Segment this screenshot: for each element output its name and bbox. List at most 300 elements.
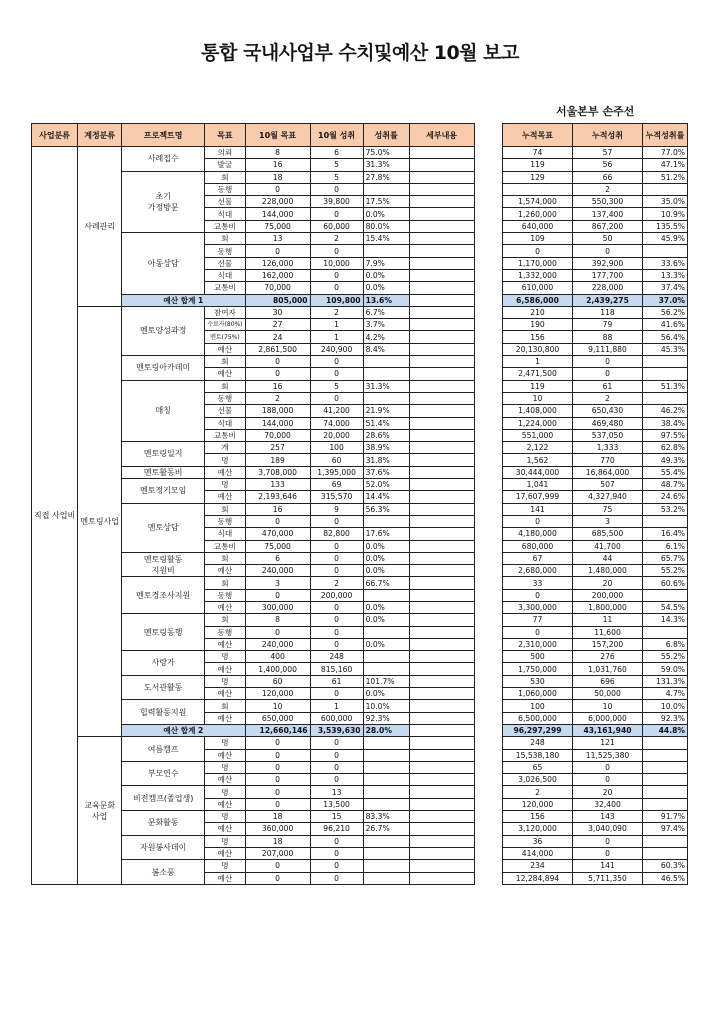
cell-rate: 6.7% bbox=[363, 306, 409, 318]
cell-cumulative-achieved: 79 bbox=[573, 319, 643, 331]
cell-cumulative-rate bbox=[643, 774, 688, 786]
cell-achieved: 1,395,000 bbox=[310, 466, 363, 478]
cell-cumulative-rate: 35.0% bbox=[643, 196, 688, 208]
cell-details bbox=[409, 663, 474, 675]
cell-cumulative-target: 12,284,894 bbox=[503, 872, 573, 884]
cell-details bbox=[409, 798, 474, 810]
cell-rate: 17.5% bbox=[363, 196, 409, 208]
cell-cumulative-achieved: 469,480 bbox=[573, 417, 643, 429]
cell-cumulative-rate: 13.3% bbox=[643, 269, 688, 281]
cell-achieved: 0 bbox=[310, 183, 363, 195]
header-business-category: 사업분류 bbox=[32, 124, 78, 147]
cell-rate bbox=[363, 798, 409, 810]
cumulative-row bbox=[503, 811, 688, 823]
cell-details bbox=[409, 282, 474, 294]
cell-details bbox=[409, 294, 474, 306]
cell-cumulative-target: 0 bbox=[503, 245, 573, 257]
cell-rate bbox=[363, 651, 409, 663]
cell-achieved: 0 bbox=[310, 614, 363, 626]
cell-details bbox=[409, 319, 474, 331]
project-name bbox=[122, 835, 205, 860]
cell-achieved: 5 bbox=[310, 159, 363, 171]
cumulative-row bbox=[503, 257, 688, 269]
cell-rate: 66.7% bbox=[363, 577, 409, 589]
cell-cumulative-target: 109 bbox=[503, 233, 573, 245]
cell-metric: 회 bbox=[205, 577, 245, 589]
cell-rate: 101.7% bbox=[363, 675, 409, 687]
header-metric: 목표 bbox=[205, 124, 245, 147]
cell-details bbox=[409, 552, 474, 564]
project-name bbox=[122, 356, 205, 381]
cell-metric: 식대 bbox=[205, 208, 245, 220]
project-name bbox=[122, 479, 205, 504]
cell-achieved: 0 bbox=[310, 540, 363, 552]
cell-cumulative-achieved: 0 bbox=[573, 835, 643, 847]
cell-cumulative-target: 156 bbox=[503, 331, 573, 343]
category-label: 교육문화 사업 bbox=[78, 737, 122, 885]
cell-rate bbox=[363, 749, 409, 761]
cell-cumulative-target: 1,574,000 bbox=[503, 196, 573, 208]
cumulative-row bbox=[503, 823, 688, 835]
cell-cumulative-target: 1,332,000 bbox=[503, 269, 573, 281]
cell-metric: 교통비 bbox=[205, 220, 245, 232]
cell-cumulative-target: 67 bbox=[503, 552, 573, 564]
cell-metric: 예산 bbox=[205, 847, 245, 859]
cell-metric: 회 bbox=[205, 233, 245, 245]
cell-cumulative-target: 30,444,000 bbox=[503, 466, 573, 478]
cell-details bbox=[409, 786, 474, 798]
cell-cumulative-rate: 16.4% bbox=[643, 528, 688, 540]
report-author: 서울본부 손주선 bbox=[556, 105, 635, 118]
cell-cumulative-achieved: 118 bbox=[573, 306, 643, 318]
project-name-line: 매칭 bbox=[155, 406, 171, 416]
cell-metric: 예산 bbox=[205, 466, 245, 478]
cell-metric: 명 bbox=[205, 651, 245, 663]
cell-rate: 56.3% bbox=[363, 503, 409, 515]
cell-target: 8 bbox=[245, 614, 310, 626]
cell-details bbox=[409, 306, 474, 318]
cell-cumulative-target: 610,000 bbox=[503, 282, 573, 294]
cell-metric: 예산 bbox=[205, 774, 245, 786]
cell-target: 0 bbox=[245, 749, 310, 761]
cell-achieved: 248 bbox=[310, 651, 363, 663]
cell-cumulative-rate bbox=[643, 589, 688, 601]
cell-cumulative-rate: 4.7% bbox=[643, 688, 688, 700]
cell-metric: 동행 bbox=[205, 183, 245, 195]
cell-details bbox=[409, 749, 474, 761]
cell-cumulative-achieved: 392,900 bbox=[573, 257, 643, 269]
cell-cumulative-rate: 59.0% bbox=[643, 663, 688, 675]
cell-achieved: 20,000 bbox=[310, 429, 363, 441]
cell-achieved: 2 bbox=[310, 577, 363, 589]
cell-rate: 31.3% bbox=[363, 380, 409, 392]
cell-cumulative-achieved: 770 bbox=[573, 454, 643, 466]
cell-cumulative-achieved: 50,000 bbox=[573, 688, 643, 700]
project-name bbox=[122, 811, 205, 836]
cell-cumulative-rate: 51.2% bbox=[643, 171, 688, 183]
cell-rate: 0.0% bbox=[363, 601, 409, 613]
cell-cumulative-target: 17,607,999 bbox=[503, 491, 573, 503]
cell-target: 0 bbox=[245, 245, 310, 257]
project-name bbox=[122, 675, 205, 700]
cell-cumulative-target: 120,000 bbox=[503, 798, 573, 810]
cell-details bbox=[409, 847, 474, 859]
cell-details bbox=[409, 331, 474, 343]
project-name bbox=[122, 577, 205, 614]
cell-details bbox=[409, 159, 474, 171]
cumulative-row bbox=[503, 306, 688, 318]
cell-rate bbox=[363, 392, 409, 404]
cell-cumulative-rate: 131.3% bbox=[643, 675, 688, 687]
cell-rate: 31.3% bbox=[363, 159, 409, 171]
budget-sum-label: 예산 합계 2 bbox=[122, 724, 245, 736]
cell-details bbox=[409, 269, 474, 281]
cell-achieved: 0 bbox=[310, 552, 363, 564]
cell-details bbox=[409, 220, 474, 232]
cell-cumulative-rate bbox=[643, 392, 688, 404]
cell-rate: 0.0% bbox=[363, 208, 409, 220]
cell-achieved: 41,200 bbox=[310, 405, 363, 417]
cell-cumulative-rate: 14.3% bbox=[643, 614, 688, 626]
cumulative-row bbox=[503, 343, 688, 355]
cell-cumulative-rate: 97.4% bbox=[643, 823, 688, 835]
cumulative-row bbox=[503, 786, 688, 798]
header-account-category: 계정분류 bbox=[78, 124, 122, 147]
project-name-line: 멘토링아카데미 bbox=[136, 363, 191, 373]
cell-metric: 예산 bbox=[205, 663, 245, 675]
cell-target: 126,000 bbox=[245, 257, 310, 269]
cumulative-header-row bbox=[503, 124, 688, 147]
cell-achieved: 61 bbox=[310, 675, 363, 687]
cell-cumulative-achieved: 41,700 bbox=[573, 540, 643, 552]
section-label: 직접 사업비 bbox=[32, 147, 78, 885]
cell-cumulative-achieved: 177,700 bbox=[573, 269, 643, 281]
cell-cumulative-rate: 55.4% bbox=[643, 466, 688, 478]
cell-cumulative-rate bbox=[643, 737, 688, 749]
cell-metric: 식대 bbox=[205, 417, 245, 429]
cell-achieved: 109,800 bbox=[310, 294, 363, 306]
cell-rate bbox=[363, 245, 409, 257]
cell-metric: 동행 bbox=[205, 589, 245, 601]
cell-details bbox=[409, 528, 474, 540]
cell-rate: 8.4% bbox=[363, 343, 409, 355]
cell-cumulative-rate: 10.9% bbox=[643, 208, 688, 220]
cell-cumulative-target: 1,041 bbox=[503, 479, 573, 491]
cell-target: 18 bbox=[245, 835, 310, 847]
cell-metric: 명 bbox=[205, 737, 245, 749]
cell-target: 207,000 bbox=[245, 847, 310, 859]
cell-achieved: 96,210 bbox=[310, 823, 363, 835]
cell-cumulative-achieved: 61 bbox=[573, 380, 643, 392]
cell-cumulative-rate bbox=[643, 245, 688, 257]
cell-cumulative-achieved: 88 bbox=[573, 331, 643, 343]
cumulative-row bbox=[503, 208, 688, 220]
cumulative-row bbox=[503, 589, 688, 601]
cumulative-row bbox=[503, 835, 688, 847]
cell-cumulative-target: 3,026,500 bbox=[503, 774, 573, 786]
project-name bbox=[122, 700, 205, 725]
cell-metric: 동행 bbox=[205, 245, 245, 257]
cell-target: 0 bbox=[245, 761, 310, 773]
cell-cumulative-rate: 33.6% bbox=[643, 257, 688, 269]
cell-achieved: 0 bbox=[310, 601, 363, 613]
cumulative-row bbox=[503, 737, 688, 749]
cell-rate bbox=[363, 356, 409, 368]
cumulative-row bbox=[503, 417, 688, 429]
cumulative-row bbox=[503, 626, 688, 638]
cell-rate bbox=[363, 626, 409, 638]
cell-metric: 명 bbox=[205, 675, 245, 687]
project-name-line: 힙력활동지원 bbox=[140, 707, 187, 717]
cumulative-row bbox=[503, 282, 688, 294]
cell-target: 162,000 bbox=[245, 269, 310, 281]
cell-cumulative-achieved: 550,300 bbox=[573, 196, 643, 208]
project-name bbox=[122, 503, 205, 552]
project-name-line: 멘토양성과정 bbox=[140, 326, 187, 336]
cell-details bbox=[409, 183, 474, 195]
cell-metric: 교통비 bbox=[205, 282, 245, 294]
cell-cumulative-target: 530 bbox=[503, 675, 573, 687]
cell-achieved: 0 bbox=[310, 626, 363, 638]
cell-achieved: 15 bbox=[310, 811, 363, 823]
cell-rate: 27.8% bbox=[363, 171, 409, 183]
cell-cumulative-target: 6,500,000 bbox=[503, 712, 573, 724]
cell-metric: 예산 bbox=[205, 638, 245, 650]
cell-details bbox=[409, 626, 474, 638]
cell-details bbox=[409, 454, 474, 466]
cell-cumulative-target: 414,000 bbox=[503, 847, 573, 859]
cell-achieved: 39,800 bbox=[310, 196, 363, 208]
cell-achieved: 0 bbox=[310, 872, 363, 884]
cell-achieved: 60,000 bbox=[310, 220, 363, 232]
cell-cumulative-target: 3,120,000 bbox=[503, 823, 573, 835]
project-name-line: 도서관활동 bbox=[143, 683, 183, 693]
cell-target: 70,000 bbox=[245, 282, 310, 294]
table-row bbox=[32, 147, 475, 159]
cell-target: 16 bbox=[245, 380, 310, 392]
cell-rate: 0.0% bbox=[363, 614, 409, 626]
cell-rate bbox=[363, 737, 409, 749]
cell-rate bbox=[363, 872, 409, 884]
cell-target: 6 bbox=[245, 552, 310, 564]
cell-details bbox=[409, 356, 474, 368]
cell-details bbox=[409, 835, 474, 847]
cumulative-row bbox=[503, 700, 688, 712]
cell-details bbox=[409, 860, 474, 872]
cell-achieved: 13 bbox=[310, 786, 363, 798]
cell-details bbox=[409, 823, 474, 835]
cell-details bbox=[409, 614, 474, 626]
cell-achieved: 0 bbox=[310, 737, 363, 749]
cell-cumulative-rate: 56.2% bbox=[643, 306, 688, 318]
cell-metric: 예산 bbox=[205, 343, 245, 355]
cell-details bbox=[409, 429, 474, 441]
cell-details bbox=[409, 675, 474, 687]
cell-cumulative-target: 119 bbox=[503, 159, 573, 171]
cell-metric: 멘토(75%) bbox=[205, 331, 245, 343]
cell-rate bbox=[363, 761, 409, 773]
cell-target: 470,000 bbox=[245, 528, 310, 540]
cell-rate: 0.0% bbox=[363, 552, 409, 564]
cumulative-row bbox=[503, 233, 688, 245]
cumulative-row bbox=[503, 614, 688, 626]
cell-target: 0 bbox=[245, 786, 310, 798]
cell-target: 3,708,000 bbox=[245, 466, 310, 478]
cumulative-sum-row bbox=[503, 294, 688, 306]
cell-achieved: 0 bbox=[310, 638, 363, 650]
cell-achieved: 13,500 bbox=[310, 798, 363, 810]
cell-target: 18 bbox=[245, 811, 310, 823]
cell-details bbox=[409, 208, 474, 220]
cell-rate: 38.9% bbox=[363, 442, 409, 454]
cumulative-row bbox=[503, 196, 688, 208]
cell-cumulative-achieved: 4,327,940 bbox=[573, 491, 643, 503]
header-project-name: 프로젝트명 bbox=[122, 124, 205, 147]
cell-achieved: 69 bbox=[310, 479, 363, 491]
cell-achieved: 1 bbox=[310, 319, 363, 331]
cell-cumulative-rate: 47.1% bbox=[643, 159, 688, 171]
cumulative-row bbox=[503, 479, 688, 491]
cell-achieved: 315,570 bbox=[310, 491, 363, 503]
cell-target: 133 bbox=[245, 479, 310, 491]
cell-cumulative-achieved: 0 bbox=[573, 245, 643, 257]
cumulative-row bbox=[503, 159, 688, 171]
project-name-line: 여름캠프 bbox=[147, 744, 179, 754]
cell-achieved: 6 bbox=[310, 147, 363, 159]
project-name-line: 부모연수 bbox=[147, 769, 179, 779]
cumulative-row bbox=[503, 577, 688, 589]
cell-cumulative-rate: 77.0% bbox=[643, 147, 688, 159]
cell-cumulative-rate bbox=[643, 761, 688, 773]
cell-metric: 교통비 bbox=[205, 429, 245, 441]
cumulative-row bbox=[503, 774, 688, 786]
cell-details bbox=[409, 774, 474, 786]
cell-cumulative-target: 119 bbox=[503, 380, 573, 392]
category-label: 멘토링사업 bbox=[78, 306, 122, 736]
cell-metric: 예산 bbox=[205, 749, 245, 761]
cell-metric: 예산 bbox=[205, 368, 245, 380]
cell-cumulative-achieved: 10 bbox=[573, 700, 643, 712]
cell-metric: 예산 bbox=[205, 872, 245, 884]
cell-cumulative-achieved: 16,864,000 bbox=[573, 466, 643, 478]
cell-achieved: 74,000 bbox=[310, 417, 363, 429]
cumulative-row bbox=[503, 503, 688, 515]
cumulative-row bbox=[503, 331, 688, 343]
cell-details bbox=[409, 405, 474, 417]
cell-cumulative-target: 15,538,180 bbox=[503, 749, 573, 761]
cell-cumulative-target: 2 bbox=[503, 786, 573, 798]
cell-cumulative-achieved: 141 bbox=[573, 860, 643, 872]
cell-target: 0 bbox=[245, 183, 310, 195]
project-name-line: 가정방문 bbox=[147, 202, 179, 212]
cell-achieved: 10,000 bbox=[310, 257, 363, 269]
cell-details bbox=[409, 479, 474, 491]
cell-cumulative-achieved: 696 bbox=[573, 675, 643, 687]
cell-details bbox=[409, 233, 474, 245]
cell-target: 120,000 bbox=[245, 688, 310, 700]
cell-details bbox=[409, 196, 474, 208]
cell-cumulative-achieved: 276 bbox=[573, 651, 643, 663]
report-title: 통합 국내사업부 수치및예산 10월 보고 bbox=[201, 42, 519, 64]
cell-metric: 회 bbox=[205, 552, 245, 564]
cumulative-row bbox=[503, 454, 688, 466]
cell-metric: 발굴 bbox=[205, 159, 245, 171]
cell-target: 16 bbox=[245, 159, 310, 171]
project-name-line: 자원봉사데이 bbox=[140, 842, 187, 852]
cell-cumulative-rate: 55.2% bbox=[643, 651, 688, 663]
cell-rate: 21.9% bbox=[363, 405, 409, 417]
cell-target: 228,000 bbox=[245, 196, 310, 208]
cell-cumulative-rate bbox=[643, 626, 688, 638]
project-name bbox=[122, 737, 205, 762]
table-row bbox=[32, 737, 475, 749]
cell-achieved: 200,000 bbox=[310, 589, 363, 601]
cell-rate: 80.0% bbox=[363, 220, 409, 232]
cumulative-row bbox=[503, 761, 688, 773]
cell-cumulative-rate: 37.4% bbox=[643, 282, 688, 294]
cell-rate bbox=[363, 847, 409, 859]
cell-metric: 교통비 bbox=[205, 540, 245, 552]
cell-achieved: 600,000 bbox=[310, 712, 363, 724]
project-name-line: 멘토상담 bbox=[147, 523, 179, 533]
cell-cumulative-rate: 46.5% bbox=[643, 872, 688, 884]
cell-cumulative-target: 2,122 bbox=[503, 442, 573, 454]
cell-achieved: 5 bbox=[310, 171, 363, 183]
project-name-line: 멘토정기모임 bbox=[140, 486, 187, 496]
cell-cumulative-target bbox=[503, 183, 573, 195]
cell-cumulative-target: 248 bbox=[503, 737, 573, 749]
cell-metric: 회 bbox=[205, 171, 245, 183]
cumulative-row bbox=[503, 675, 688, 687]
cell-target: 2,193,646 bbox=[245, 491, 310, 503]
cell-cumulative-target: 3,300,000 bbox=[503, 601, 573, 613]
cell-target: 16 bbox=[245, 503, 310, 515]
cell-cumulative-target: 1,224,000 bbox=[503, 417, 573, 429]
cell-cumulative-target: 156 bbox=[503, 811, 573, 823]
cell-cumulative-achieved: 66 bbox=[573, 171, 643, 183]
cell-cumulative-target: 36 bbox=[503, 835, 573, 847]
cell-cumulative-achieved: 9,111,880 bbox=[573, 343, 643, 355]
cell-achieved: 815,160 bbox=[310, 663, 363, 675]
cell-target: 2,861,500 bbox=[245, 343, 310, 355]
cell-metric: 회 bbox=[205, 380, 245, 392]
cumulative-row bbox=[503, 663, 688, 675]
cell-target: 0 bbox=[245, 774, 310, 786]
cell-cumulative-target: 4,180,000 bbox=[503, 528, 573, 540]
cell-cumulative-target: 33 bbox=[503, 577, 573, 589]
cell-cumulative-achieved: 0 bbox=[573, 761, 643, 773]
cell-cumulative-rate: 37.0% bbox=[643, 294, 688, 306]
header-october-achieved: 10월 성취 bbox=[310, 124, 363, 147]
category-label: 사례관리 bbox=[78, 147, 122, 307]
cell-details bbox=[409, 540, 474, 552]
cell-achieved: 1 bbox=[310, 700, 363, 712]
cell-target: 189 bbox=[245, 454, 310, 466]
cell-details bbox=[409, 651, 474, 663]
cell-target: 60 bbox=[245, 675, 310, 687]
cell-details bbox=[409, 392, 474, 404]
cell-rate: 0.0% bbox=[363, 688, 409, 700]
cell-cumulative-achieved: 143 bbox=[573, 811, 643, 823]
cell-cumulative-target: 10 bbox=[503, 392, 573, 404]
cell-cumulative-rate bbox=[643, 798, 688, 810]
cell-cumulative-target: 100 bbox=[503, 700, 573, 712]
cell-achieved: 0 bbox=[310, 774, 363, 786]
cell-cumulative-rate: 6.8% bbox=[643, 638, 688, 650]
cell-details bbox=[409, 688, 474, 700]
cell-metric: 선물 bbox=[205, 196, 245, 208]
cell-rate: 0.0% bbox=[363, 282, 409, 294]
